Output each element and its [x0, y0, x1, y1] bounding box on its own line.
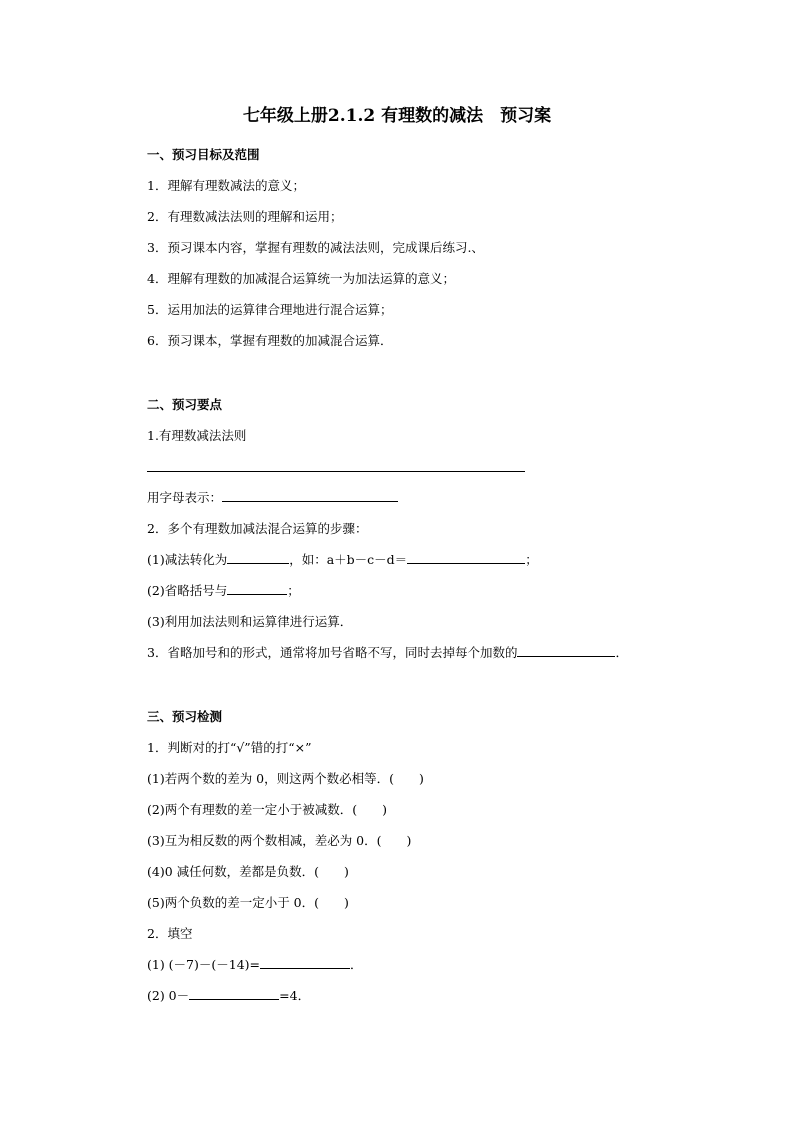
letter-notation-line	[147, 489, 398, 507]
goal-item: 2．有理数减法法则的理解和运用；	[147, 209, 343, 224]
step-1-line	[147, 551, 538, 569]
fill-item-tail: =4．	[279, 988, 311, 1003]
punctuation: ；	[287, 583, 300, 598]
goal-item: 3．预习课本内容，掌握有理数的减法法则，完成课后练习.、	[147, 240, 484, 255]
step-1-text: (1)减法转化为	[147, 552, 228, 567]
judge-item[interactable]: (5)两个负数的差一定小于 0．( )	[147, 895, 349, 910]
answer-blank[interactable]	[260, 956, 350, 969]
fill-item-1	[147, 956, 363, 974]
judge-item[interactable]: (3)互为相反数的两个数相减，差必为 0．( )	[147, 833, 412, 848]
step-3-line: (3)利用加法法则和运算律进行运算．	[147, 614, 353, 629]
mixed-operation-steps: 2．多个有理数加减法混合运算的步骤：	[147, 521, 368, 536]
answer-blank[interactable]	[227, 551, 289, 564]
omission-rule-text: 3．省略加号和的形式，通常将加号省略不写，同时去掉每个加数的	[147, 645, 518, 660]
section-3-heading: 三、预习检测	[147, 709, 223, 724]
fill-item-text: (2) 0－	[147, 988, 190, 1003]
goal-item: 1．理解有理数减法的意义；	[147, 178, 305, 193]
answer-blank[interactable]	[189, 987, 279, 1000]
judge-item[interactable]: (4)0 减任何数，差都是负数．( )	[147, 864, 349, 879]
goal-item: 4．理解有理数的加减混合运算统一为加法运算的意义；	[147, 271, 455, 286]
fill-item-text: (1) (－7)－(－14)=	[147, 957, 261, 972]
answer-blank[interactable]	[222, 489, 398, 502]
judge-question: 1．判断对的打“√”错的打“×”	[147, 740, 312, 755]
answer-blank[interactable]	[407, 551, 525, 564]
answer-blank[interactable]	[517, 644, 615, 657]
answer-blank-rule[interactable]	[147, 471, 525, 472]
answer-blank[interactable]	[227, 582, 287, 595]
section-2-heading: 二、预习要点	[147, 397, 223, 412]
omission-rule-line	[147, 644, 628, 662]
subtraction-rule-label: 1.有理数减法法则	[147, 428, 247, 443]
letter-notation-label: 用字母表示：	[147, 490, 223, 505]
step-1-example: ，如：a＋b－c－d＝	[289, 552, 408, 567]
goal-item: 5．运用加法的运算律合理地进行混合运算；	[147, 302, 393, 317]
section-1-heading: 一、预习目标及范围	[147, 147, 260, 162]
judge-item[interactable]: (1)若两个数的差为 0，则这两个数必相等．( )	[147, 771, 424, 786]
step-2-text: (2)省略括号与	[147, 583, 228, 598]
goal-item: 6．预习课本，掌握有理数的加减混合运算．	[147, 333, 393, 348]
fill-question: 2．填空	[147, 926, 193, 941]
punctuation: ．	[615, 645, 628, 660]
step-2-line	[147, 582, 300, 600]
punctuation: ．	[350, 957, 363, 972]
document-title: 七年级上册2.1.2 有理数的减法 预习案	[242, 106, 552, 126]
punctuation: ；	[525, 552, 538, 567]
fill-item-2	[147, 987, 310, 1005]
judge-item[interactable]: (2)两个有理数的差一定小于被减数．( )	[147, 802, 387, 817]
